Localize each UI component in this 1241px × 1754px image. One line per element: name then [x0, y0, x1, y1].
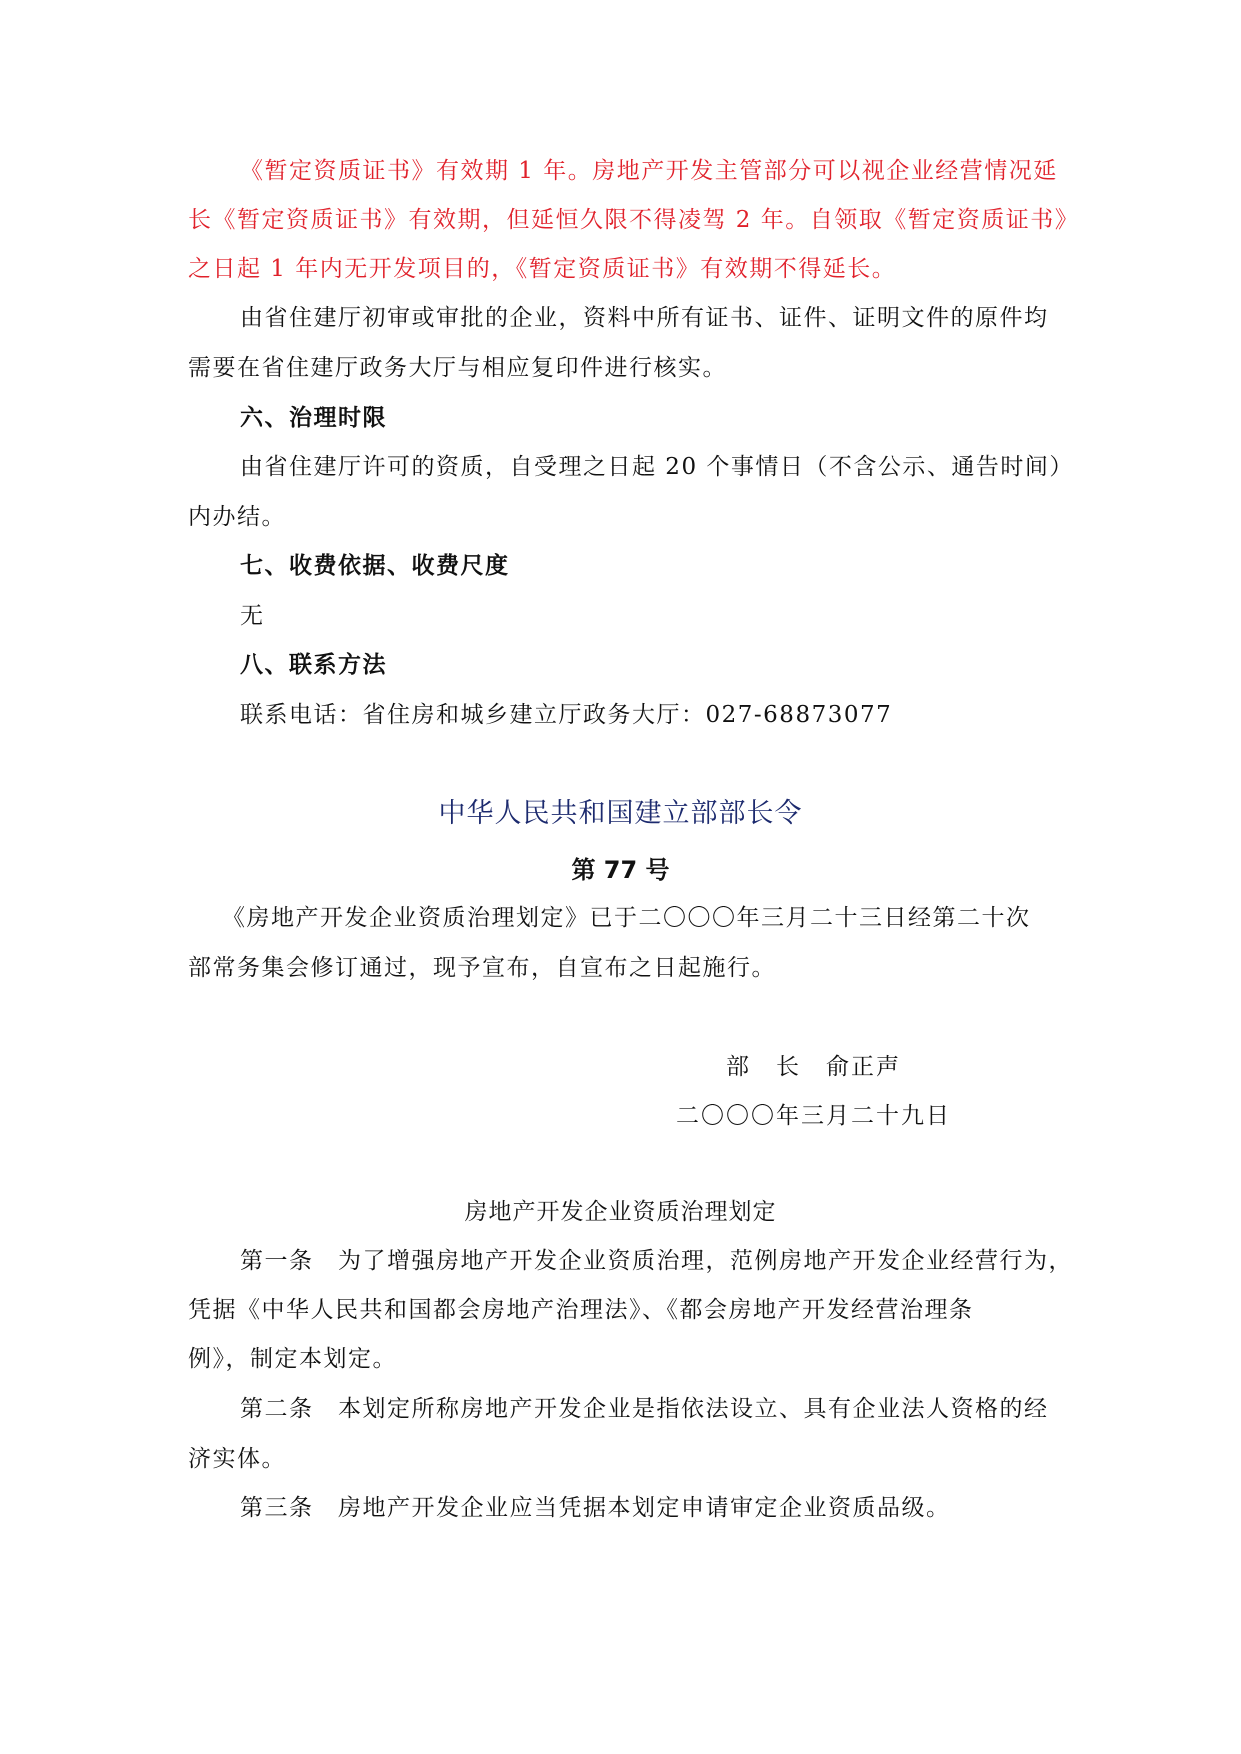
section6-heading: 六、治理时限 — [240, 405, 387, 431]
decree-date: 二〇〇〇年三月二十九日 — [676, 1103, 951, 1129]
section7-heading: 七、收费依据、收费尺度 — [240, 553, 510, 579]
decree-body-line-2: 部常务集会修订通过，现予宣布，自宣布之日起施行。 — [188, 955, 776, 981]
section6-body-line-1: 由省住建厅许可的资质，自受理之日起 20 个事情日（不含公示、通告时间） — [240, 454, 1074, 480]
section7-body: 无 — [240, 603, 265, 629]
regulation-title: 房地产开发企业资质治理划定 — [464, 1199, 777, 1225]
article2-line-2: 济实体。 — [188, 1446, 286, 1472]
verification-paragraph-line-1: 由省住建厅初审或审批的企业，资料中所有证书、证件、证明文件的原件均 — [240, 305, 1049, 331]
article1-line-3: 例》，制定本划定。 — [188, 1346, 397, 1372]
section8-contact-phone: 联系电话：省住房和城乡建立厅政务大厅：027-68873077 — [240, 702, 893, 728]
decree-signatory: 部 长 俞正声 — [726, 1054, 901, 1080]
red-paragraph-line-2: 长《暂定资质证书》有效期，但延恒久限不得凌驾 2 年。自领取《暂定资质证书》 — [188, 207, 1080, 233]
section6-body-line-2: 内办结。 — [188, 504, 286, 530]
article1-line-1: 第一条 为了增强房地产开发企业资质治理，范例房地产开发企业经营行为， — [240, 1248, 1073, 1274]
red-paragraph-line-3: 之日起 1 年内无开发项目的，《暂定资质证书》有效期不得延长。 — [188, 256, 897, 282]
article3: 第三条 房地产开发企业应当凭据本划定申请审定企业资质品级。 — [240, 1495, 951, 1521]
article1-line-2: 凭据《中华人民共和国都会房地产治理法》、《都会房地产开发经营治理条 — [188, 1297, 974, 1323]
decree-body-line-1: 《房地产开发企业资质治理划定》已于二〇〇〇年三月二十三日经第二十次 — [222, 905, 1031, 931]
verification-paragraph-line-2: 需要在省住建厅政务大厅与相应复印件进行核实。 — [188, 355, 727, 381]
section8-heading: 八、联系方法 — [240, 652, 387, 678]
decree-number: 第 77 号 — [571, 856, 670, 884]
decree-title: 中华人民共和国建立部部长令 — [438, 798, 803, 829]
red-paragraph-line-1: 《暂定资质证书》有效期 1 年。房地产开发主管部分可以视企业经营情况延 — [240, 158, 1058, 184]
article2-line-1: 第二条 本划定所称房地产开发企业是指依法设立、具有企业法人资格的经 — [240, 1396, 1049, 1422]
